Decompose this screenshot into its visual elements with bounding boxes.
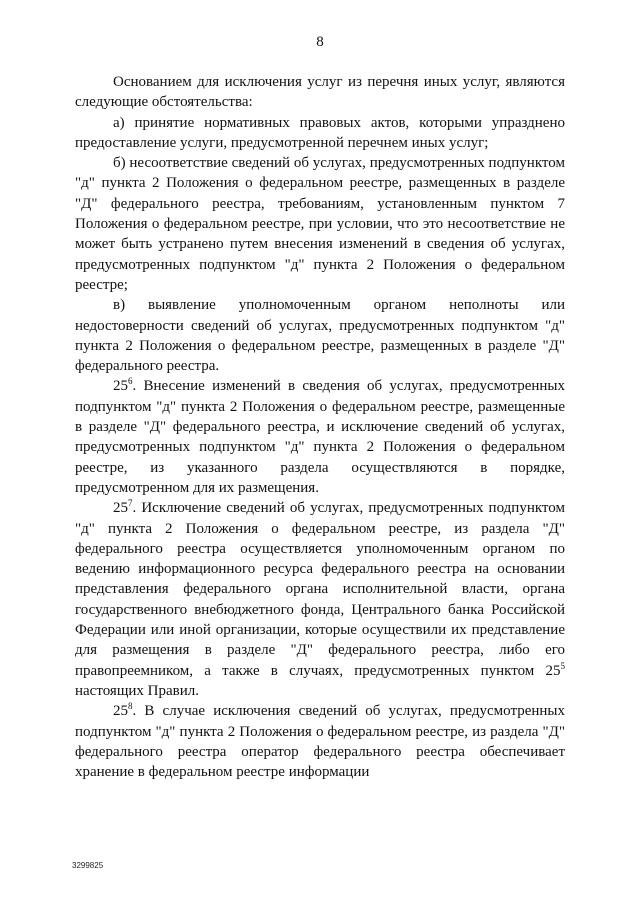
paragraph-25-8 (75, 701, 565, 782)
paragraph-25-6 (75, 376, 565, 498)
paragraph-intro (75, 72, 565, 113)
paragraph-text: . Исключение сведений об услугах, предусмотренных подпунктом "д" пункта 2 Положения о федеральном реестре, из раздела "Д" федерального реестра осуществляется уполномоченным органом по ведению информационного ресурса федерального реестра на основании представления федерального органа исполнительной власти, органа государственного внебюджетного фонда, Центрального банка Российской Федерации или иной организации, которые осуществили их представление для размещения в разделе "Д" федерального реестра, либо его правопреемником, а также в случаях, предусмотренных пунктом 25 (75, 500, 565, 679)
clause-superscript: 8 (128, 701, 133, 712)
paragraph-item-b (75, 153, 565, 295)
document-code: 3299825 (72, 861, 104, 870)
paragraph-tail: настоящих Правил. (75, 682, 199, 699)
clause-number: 25 (113, 500, 128, 517)
clause-superscript: 7 (128, 498, 133, 509)
reference-superscript: 5 (560, 660, 565, 671)
clause-number: 25 (113, 703, 128, 720)
paragraph-text: Основанием для исключения услуг из перечня иных услуг, являются следующие обстоятельства: (75, 74, 565, 111)
paragraph-text: . Внесение изменений в сведения об услугах, предусмотренных подпунктом "д" пункта 2 Положения о федеральном реестре, размещенные в разделе "Д" федерального реестра, и исключение сведений об услугах, предусмотренных подпунктом "д" пункта 2 Положения о федеральном реестре, из указанного раздела осуществляются в порядке, предусмотренном для их размещения. (75, 378, 565, 496)
page-number: 8 (316, 34, 324, 50)
paragraph-text: в) выявление уполномоченным органом неполноты или недостоверности сведений об услугах, предусмотренных подпунктом "д" пункта 2 Положения о федеральном реестре, размещенных в разделе "Д" федерального реестра. (75, 297, 565, 375)
document-body (75, 72, 565, 782)
paragraph-text: . В случае исключения сведений об услугах, предусмотренных подпунктом "д" пункта 2 Положения о федеральном реестре, из раздела "Д" федерального реестра оператор федерального реестра обеспечивает хранение в федеральном реестре информации (75, 703, 565, 781)
paragraph-25-7 (75, 498, 565, 701)
paragraph-item-a (75, 113, 565, 154)
paragraph-item-v (75, 295, 565, 376)
paragraph-text: а) принятие нормативных правовых актов, которыми упразднено предоставление услуги, предусмотренной перечнем иных услуг; (75, 114, 565, 151)
paragraph-text: б) несоответствие сведений об услугах, предусмотренных подпунктом "д" пункта 2 Положения о федеральном реестре, размещенных в разделе "Д" федерального реестра, требованиям, установленным пунктом 7 Положения о федеральном реестре, при условии, что это несоответствие не может быть устранено путем внесения изменений в сведения об услугах, предусмотренных подпунктом "д" пункта 2 Положения о федеральном реестре; (75, 155, 565, 293)
clause-superscript: 6 (128, 376, 133, 387)
clause-number: 25 (113, 378, 128, 395)
